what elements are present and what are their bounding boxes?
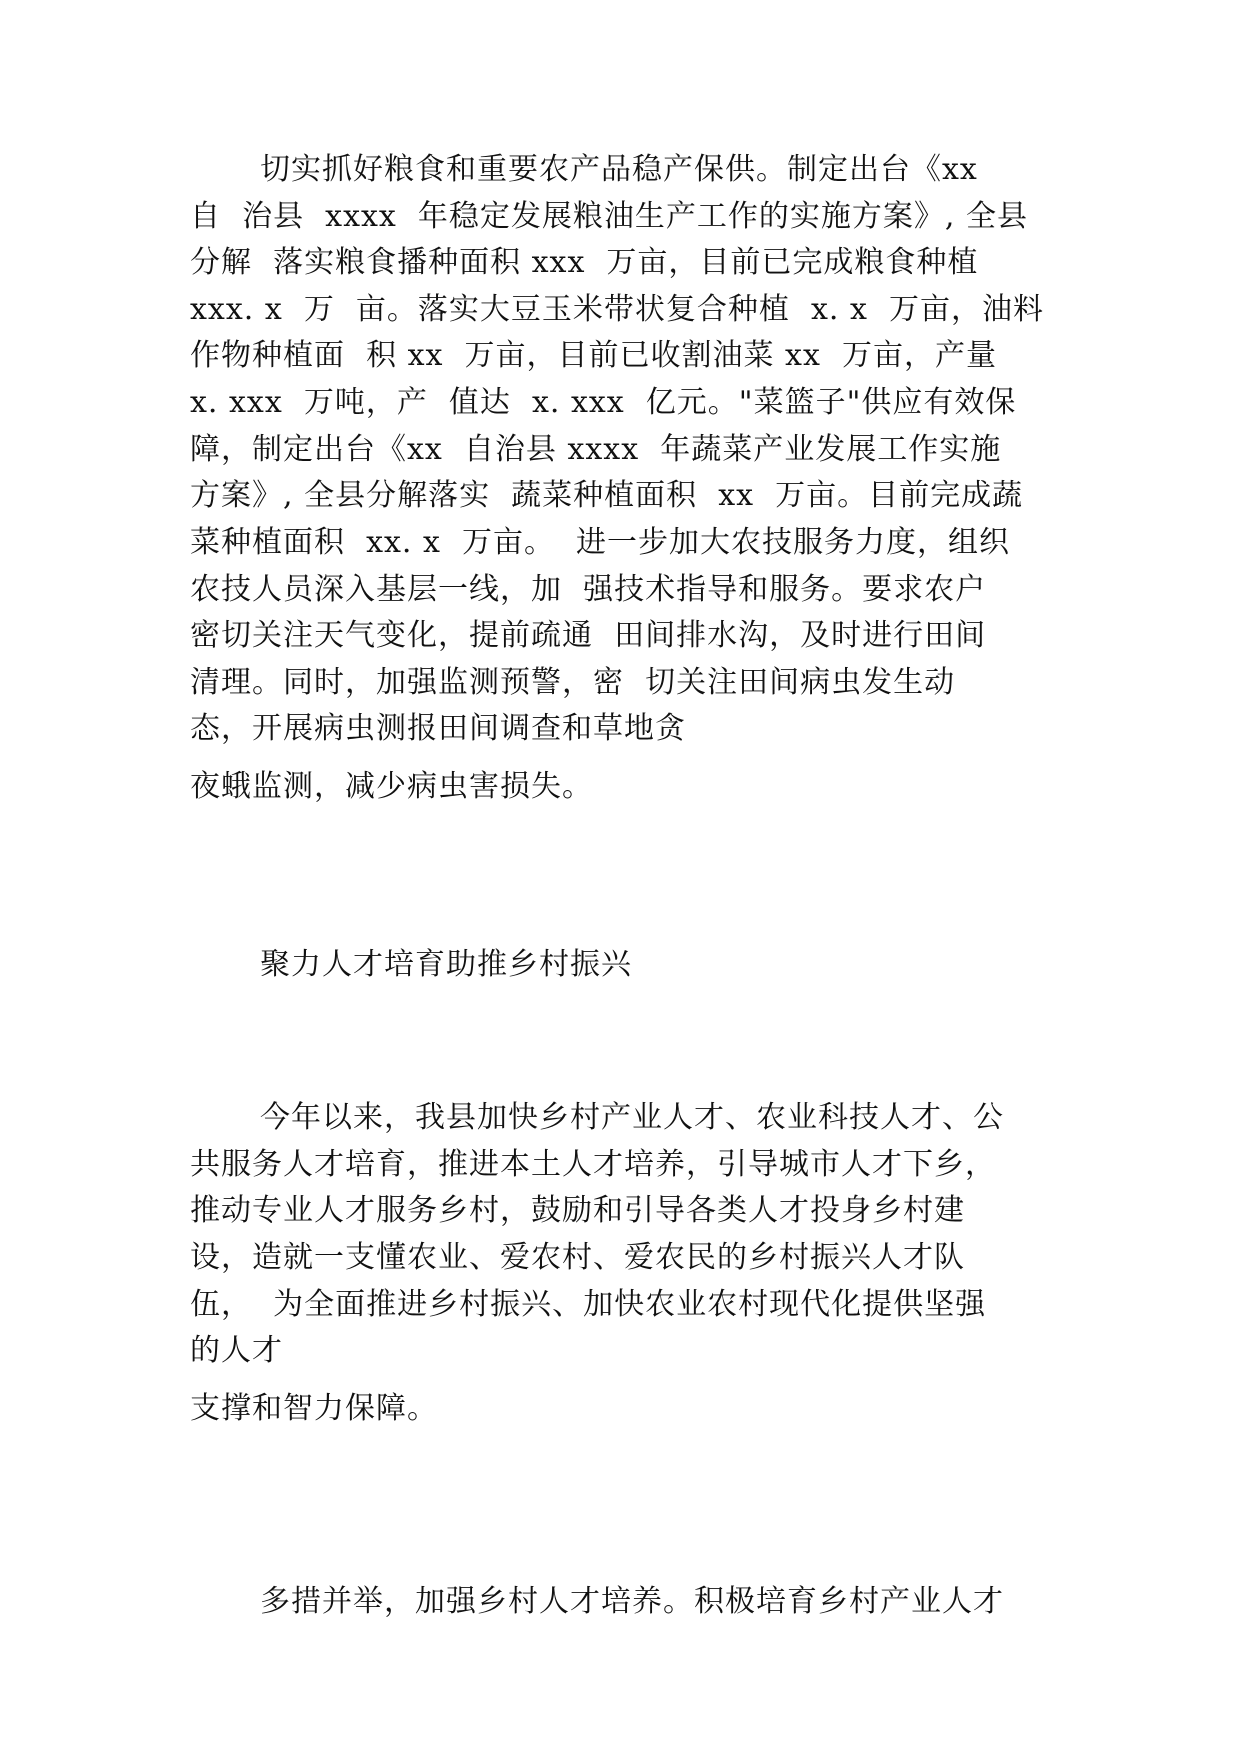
paragraph-1-line-8: 方案》, 全县分解落实 蔬菜种植面积 xx 万亩。目前完成蔬 (190, 478, 1024, 513)
paragraph-1-line-14: 夜蛾监测，减少病虫害损失。 (190, 769, 593, 804)
paragraph-1-line-4: xxx. x 万 亩。落实大豆玉米带状复合种植 x. x 万亩，油料 (190, 292, 1044, 327)
paragraph-1-line-6: x. xxx 万吨，产 值达 x. xxx 亿元。"菜篮子"供应有效保 (190, 385, 1017, 420)
paragraph-2-line-4: 设，造就一支懂农业、爱农村、爱农民的乡村振兴人才队 (190, 1240, 965, 1275)
paragraph-2-line-5: 伍， 为全面推进乡村振兴、加快农业农村现代化提供坚强 (190, 1287, 987, 1322)
section-heading: 聚力人才培育助推乡村振兴 (260, 947, 632, 982)
paragraph-1-line-5: 作物种植面 积 xx 万亩，目前已收割油菜 xx 万亩，产量 (190, 338, 997, 373)
paragraph-2-line-1: 今年以来，我县加快乡村产业人才、农业科技人才、公 (260, 1100, 1004, 1135)
paragraph-1-line-2: 自 治县 xxxx 年稳定发展粮油生产工作的实施方案》, 全县 (190, 199, 1028, 234)
paragraph-2-line-7: 支撑和智力保障。 (190, 1391, 438, 1426)
paragraph-1-line-9: 菜种植面积 xx. x 万亩。 进一步加大农技服务力度，组织 (190, 525, 1011, 560)
paragraph-1-line-10: 农技人员深入基层一线，加 强技术指导和服务。要求农户 (190, 572, 987, 607)
paragraph-2-line-3: 推动专业人才服务乡村，鼓励和引导各类人才投身乡村建 (190, 1193, 965, 1228)
paragraph-1-line-7: 障，制定出台《xx 自治县 xxxx 年蔬菜产业发展工作实施 (190, 432, 1002, 467)
paragraph-1-line-13: 态，开展病虫测报田间调查和草地贪 (190, 711, 686, 746)
paragraph-2-line-2: 共服务人才培育，推进本土人才培养，引导城市人才下乡， (190, 1147, 996, 1182)
paragraph-1-line-1: 切实抓好粮食和重要农产品稳产保供。制定出台《xx (260, 152, 978, 187)
paragraph-1-line-11: 密切关注天气变化，提前疏通 田间排水沟，及时进行田间 (190, 618, 987, 653)
paragraph-3-line-1: 多措并举，加强乡村人才培养。积极培育乡村产业人才 (260, 1584, 1004, 1619)
paragraph-2-line-6: 的人才 (190, 1333, 283, 1368)
paragraph-1-line-3: 分解 落实粮食播种面积 xxx 万亩，目前已完成粮食种植 (190, 245, 979, 280)
paragraph-1-line-12: 清理。同时，加强监测预警，密 切关注田间病虫发生动 (190, 665, 956, 700)
